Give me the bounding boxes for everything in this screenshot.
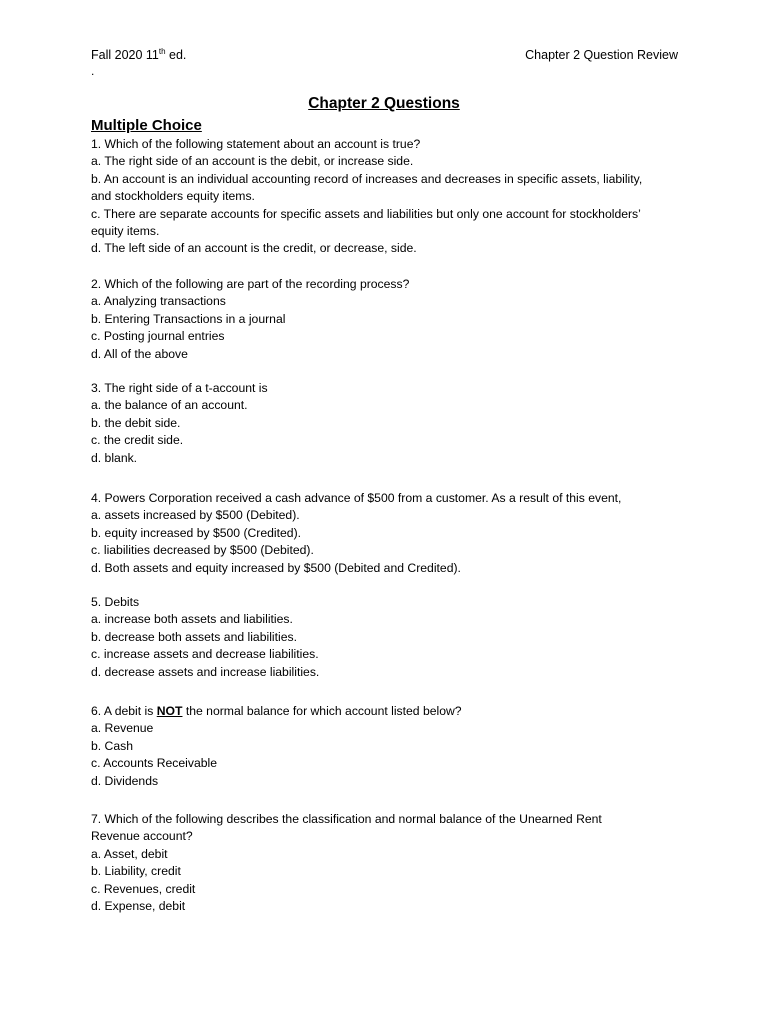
answer-option-b: b. Liability, credit <box>91 864 181 879</box>
answer-option-b: b. decrease both assets and liabilities. <box>91 629 297 644</box>
answer-option-c: c. There are separate accounts for specific assets and liabilities but only one account for stockholders’ <box>91 206 641 221</box>
answer-option-b: b. equity increased by $500 (Credited). <box>91 525 302 540</box>
header-course-edition <box>91 47 186 63</box>
answer-option-a: a. Asset, debit <box>91 846 168 861</box>
question-stem: 5. Debits <box>91 595 140 609</box>
answer-option-b: b. Entering Transactions in a journal <box>91 311 286 326</box>
page-title: Chapter 2 Questions <box>308 95 460 112</box>
answer-option-a: a. increase both assets and liabilities. <box>91 612 293 627</box>
answer-option-b: b. Cash <box>91 738 134 753</box>
question-stem-emphasis: NOT <box>156 704 183 718</box>
question-stem-start: 6. A debit is <box>91 704 157 718</box>
answer-option-d: d. Dividends <box>91 773 159 788</box>
question-stem: 1. Which of the following statement about an account is true? <box>91 137 421 151</box>
answer-option-d: d. Both assets and equity increased by $500 (Debited and Credited). <box>91 560 461 575</box>
question-stem: 7. Which of the following describes the classification and normal balance of the Unearned Rent <box>91 812 602 826</box>
question-stem-continued: Revenue account? <box>91 829 193 844</box>
answer-option-b: b. the debit side. <box>91 415 181 430</box>
question-stem: 2. Which of the following are part of the recording process? <box>91 277 410 291</box>
answer-option-c: c. Accounts Receivable <box>91 756 218 771</box>
answer-option-a: a. assets increased by $500 (Debited). <box>91 508 300 523</box>
question-1 <box>91 136 691 258</box>
question-3 <box>91 380 691 467</box>
question-stem <box>91 703 691 720</box>
answer-option-b-continued: and stockholders equity items. <box>91 189 255 204</box>
question-2 <box>91 276 691 363</box>
answer-option-d: d. Expense, debit <box>91 899 186 914</box>
answer-option-a: a. Analyzing transactions <box>91 294 226 309</box>
answer-option-a: a. The right side of an account is the debit, or increase side. <box>91 154 414 169</box>
header-dot: . <box>91 64 95 78</box>
answer-option-a: a. Revenue <box>91 721 154 736</box>
header-edition-text: ed. <box>165 48 187 62</box>
question-4 <box>91 490 691 577</box>
answer-option-d: d. All of the above <box>91 346 188 361</box>
answer-option-d: d. decrease assets and increase liabilities. <box>91 664 320 679</box>
answer-option-d: d. The left side of an account is the credit, or decrease, side. <box>91 241 417 256</box>
answer-option-c: c. increase assets and decrease liabilities. <box>91 647 319 662</box>
question-stem: 4. Powers Corporation received a cash advance of $500 from a customer. As a result of this event, <box>91 491 622 505</box>
question-5 <box>91 594 691 681</box>
question-6 <box>91 703 691 790</box>
question-stem: 3. The right side of a t-account is <box>91 381 268 395</box>
answer-option-b: b. An account is an individual accounting record of increases and decreases in specific assets, liability, <box>91 171 643 186</box>
answer-option-a: a. the balance of an account. <box>91 398 248 413</box>
header-ordinal-suffix: th <box>158 46 166 56</box>
header-chapter-review: Chapter 2 Question Review <box>525 48 678 62</box>
answer-option-c-continued: equity items. <box>91 224 160 239</box>
question-stem-end: the normal balance for which account listed below? <box>182 704 462 718</box>
question-7 <box>91 811 691 915</box>
header-course-text: Fall 2020 11 <box>91 48 159 62</box>
answer-option-c: c. the credit side. <box>91 433 184 448</box>
answer-option-c: c. Posting journal entries <box>91 329 225 344</box>
answer-option-c: c. Revenues, credit <box>91 881 196 896</box>
answer-option-d: d. blank. <box>91 450 138 465</box>
answer-option-c: c. liabilities decreased by $500 (Debited). <box>91 543 314 558</box>
section-heading: Multiple Choice <box>91 117 202 134</box>
